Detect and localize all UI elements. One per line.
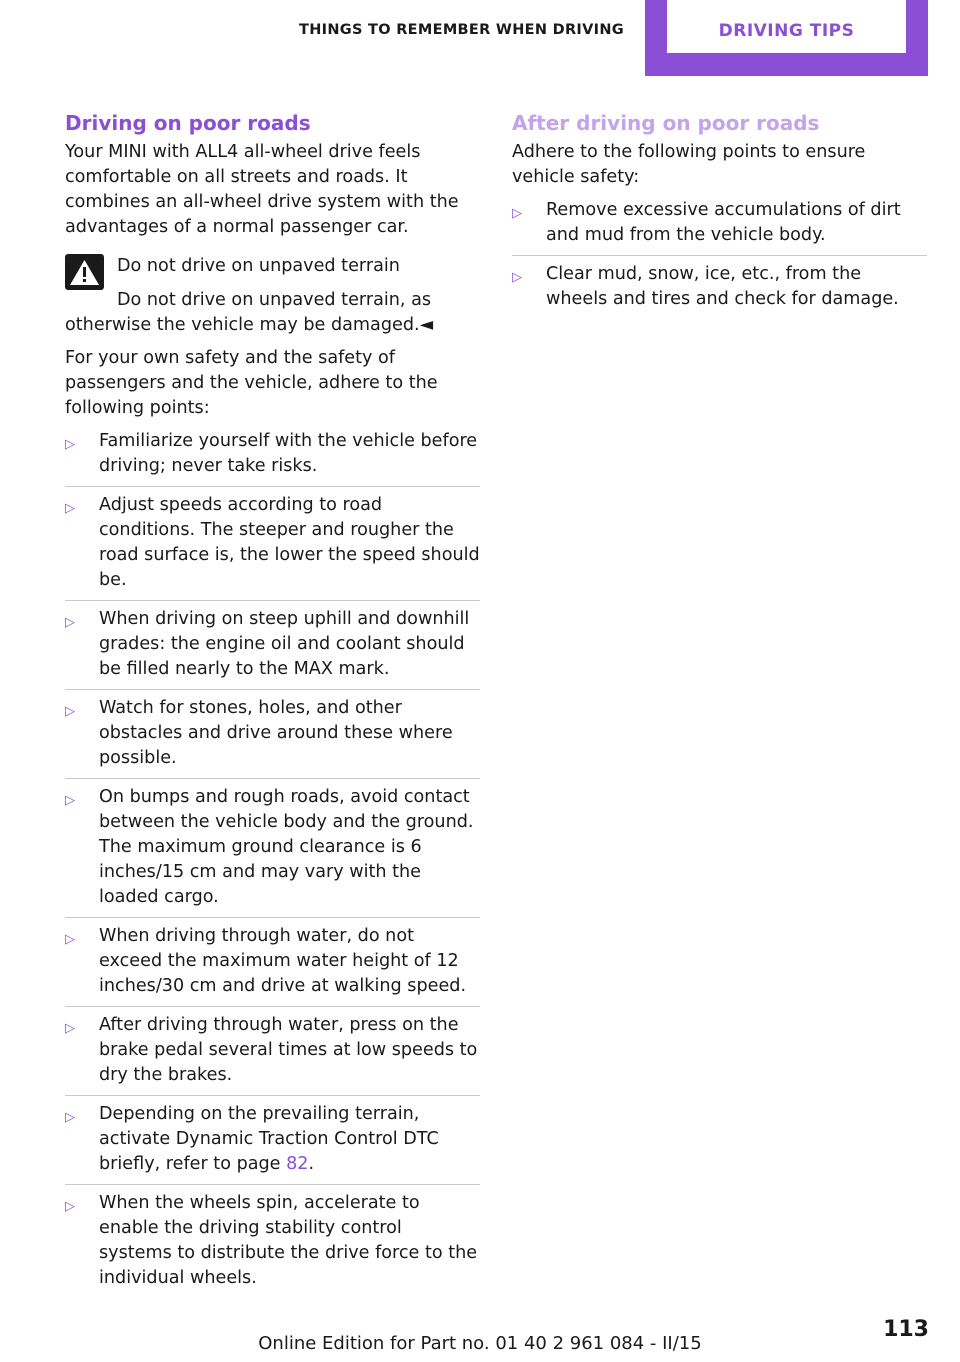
left-column [65,110,480,1298]
page-82-link[interactable]: 82 [286,1154,309,1174]
after-poor-roads-intro: Adhere to the following points to ensure vehicle safety: [512,142,866,187]
bullet-arrow-icon: ▷ [512,270,522,285]
bullet-arrow-icon: ▷ [65,704,75,719]
bullet-arrow-icon: ▷ [65,1199,75,1214]
list-item: ▷ On bumps and rough roads, avoid contact between the vehicle body and the ground. The maximum ground clearance is 6 inches/15 cm and may vary with the loaded cargo. [65,778,480,910]
warning-title: Do not drive on unpaved terrain [117,256,400,276]
bullet-arrow-icon: ▷ [65,793,75,808]
edition-footer: Online Edition for Part no. 01 40 2 961 084 - II/15 [258,1333,702,1354]
chapter-tab-label: DRIVING TIPS [667,0,906,53]
warning-body: Do not drive on unpaved terrain, as otherwise the vehicle may be damaged.◄ [65,290,434,335]
bullet-arrow-icon: ▷ [65,615,75,630]
poor-roads-intro: Your MINI with ALL4 all-wheel drive feels comfortable on all streets and roads. It combines an all-wheel drive system with the advantages of a normal passenger car. [65,142,459,237]
list-item: ▷ Remove excessive accumulations of dirt and mud from the vehicle body. [512,200,901,245]
list-item: ▷ Watch for stones, holes, and other obstacles and drive around these where possible. [65,689,480,771]
bullet-arrow-icon: ▷ [65,437,75,452]
list-item: ▷ Clear mud, snow, ice, etc., from the wheels and tires and check for damage. [512,255,927,312]
warning-block [65,254,480,338]
poor-roads-list [65,429,480,1291]
list-item: ▷ When driving on steep uphill and downhill grades: the engine oil and coolant should be filled nearly to the MAX mark. [65,600,480,682]
after-poor-roads-heading: After driving on poor roads [512,111,820,135]
list-item: ▷ When driving through water, do not exceed the maximum water height of 12 inches/30 cm and drive at walking speed. [65,917,480,999]
bullet-arrow-icon: ▷ [65,1110,75,1125]
bullet-arrow-icon: ▷ [65,932,75,947]
poor-roads-heading: Driving on poor roads [65,111,311,135]
list-item: ▷ Familiarize yourself with the vehicle before driving; never take risks. [65,431,478,476]
list-item: ▷ When the wheels spin, accelerate to enable the driving stability control systems to distribute the drive force to the individual wheels. [65,1184,480,1291]
list-item-dtc: ▷ Depending on the prevailing terrain, activate Dynamic Traction Control DTC briefly, refer to page 82. [65,1095,480,1177]
poor-roads-lead: For your own safety and the safety of passengers and the vehicle, adhere to the following points: [65,348,438,418]
page-number: 113 [883,1317,929,1342]
bullet-arrow-icon: ▷ [512,206,522,221]
section-title: THINGS TO REMEMBER WHEN DRIVING [299,22,624,38]
after-poor-roads-list [512,198,927,312]
list-item: ▷ Adjust speeds according to road conditions. The steeper and rougher the road surface is, the lower the speed should be. [65,486,480,593]
bullet-arrow-icon: ▷ [65,501,75,516]
warning-triangle-icon [65,254,104,290]
chapter-tab [645,0,928,76]
bullet-arrow-icon: ▷ [65,1021,75,1036]
list-item: ▷ After driving through water, press on the brake pedal several times at low speeds to dry the brakes. [65,1006,480,1088]
right-column [512,110,927,319]
